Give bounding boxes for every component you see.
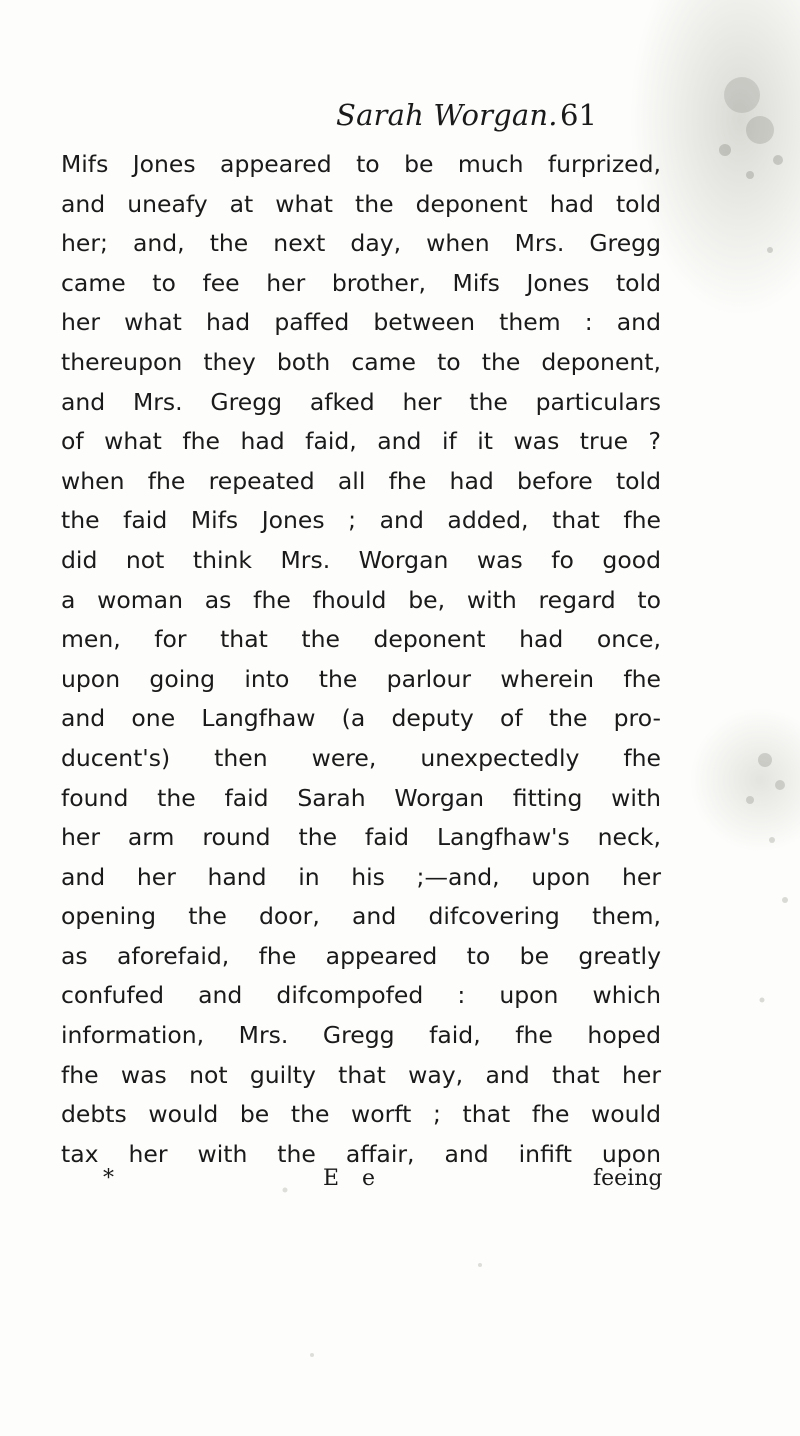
text-line: opening the door, and difcovering them, xyxy=(61,902,661,931)
text-line: and one Langfhaw (a deputy of the pro- xyxy=(61,704,661,733)
text-line: her what had paffed between them : and xyxy=(61,308,661,337)
text-line: and her hand in his ;—and, upon her xyxy=(61,862,661,891)
text-line: of what fhe had faid, and if it was true ? xyxy=(61,427,661,456)
text-line: her; and, the next day, when Mrs. Gregg xyxy=(61,229,661,258)
text-line: as aforefaid, fhe appeared to be greatly xyxy=(61,941,661,970)
text-line: did not think Mrs. Worgan was fo good xyxy=(61,545,661,574)
text-line: the faid Mifs Jones ; and added, that fhe xyxy=(61,506,661,535)
text-line: Mifs Jones appeared to be much furprized, xyxy=(61,150,661,178)
body-text xyxy=(61,145,661,1174)
catch-star: * xyxy=(103,1166,114,1191)
catchword: feeing xyxy=(593,1166,663,1191)
text-line: upon going into the parlour wherein fhe xyxy=(61,664,661,693)
page-header xyxy=(0,92,800,142)
text-line: and Mrs. Gregg afked her the particulars xyxy=(61,387,661,416)
running-title: Sarah Worgan. xyxy=(336,98,558,132)
text-line: when fhe repeated all fhe had before told xyxy=(61,466,661,495)
text-line: men, for that the deponent had once, xyxy=(61,625,661,654)
text-line: information, Mrs. Gregg faid, fhe hoped xyxy=(61,1021,661,1050)
signature-mark: E e xyxy=(323,1166,384,1191)
text-line: her arm round the faid Langfhaw's neck, xyxy=(61,823,661,852)
text-line: and uneafy at what the deponent had told xyxy=(61,189,661,218)
text-line: confufed and difcompofed : upon which xyxy=(61,981,661,1010)
text-line: a woman as fhe fhould be, with regard to xyxy=(61,585,661,614)
text-line: debts would be the worft ; that fhe would xyxy=(61,1100,661,1129)
page-number: 61 xyxy=(560,98,597,132)
text-line: thereupon they both came to the deponent, xyxy=(61,347,661,376)
text-line: found the faid Sarah Worgan fitting with xyxy=(61,783,661,812)
text-line: ducent's) then were, unexpectedly fhe xyxy=(61,743,661,772)
catchline xyxy=(61,1162,661,1202)
text-line: tax her with the affair, and infift upon xyxy=(61,1139,661,1168)
text-line: came to fee her brother, Mifs Jones told xyxy=(61,268,661,297)
text-line: fhe was not guilty that way, and that her xyxy=(61,1060,661,1089)
